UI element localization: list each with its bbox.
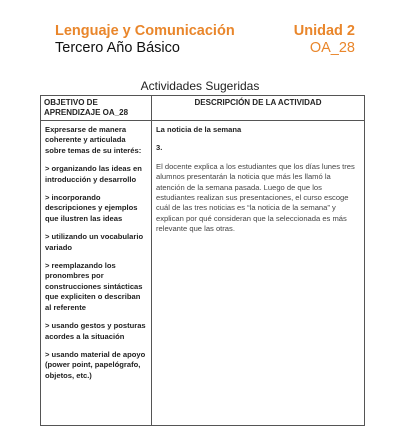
objective-item: Expresarse de manera coherente y articulada sobre temas de su interés:: [45, 125, 142, 155]
objective-item: > utilizando un vocabulario variado: [45, 232, 144, 252]
unit-label: Unidad 2: [293, 23, 355, 39]
objective-item: > incorporando descripciones y ejemplos que ilustren las ideas: [45, 193, 138, 223]
activity-number: 3.: [156, 143, 163, 153]
section-title: Actividades Sugeridas: [140, 79, 260, 93]
document-header-right: [294, 23, 355, 57]
activities-table: [40, 95, 365, 426]
activity-description: El docente explica a los estudiantes que los días lunes tres alumnos presentarán la noticia que más les llamó la atención de la semana pasada. Luego de que los estudiantes realizan sus presentaciones, el curso escoge cuál de las tres noticias es “la noticia de la semana” y explican por qué consideran que la seleccionada es más relevante que las otras.: [156, 161, 355, 234]
activity-cell: [152, 121, 365, 426]
objective-item: > usando material de apoyo (power point, papelógrafo, objetos, etc.): [45, 349, 146, 380]
objective-code: OA_28: [309, 40, 355, 56]
table-header-row: [41, 96, 365, 121]
activity-title: La noticia de la semana: [156, 125, 242, 134]
objective-item: > reemplazando los pronombres por construcciones sintácticas que expliciten o describan al referente: [45, 261, 143, 312]
document-header-left: [55, 23, 235, 57]
description-column-header: DESCRIPCIÓN DE LA ACTIVIDAD: [152, 96, 365, 121]
table-row: [41, 121, 365, 426]
objective-item: > organizando las ideas en introducción y desarrollo: [45, 164, 142, 184]
objective-item: > usando gestos y posturas acordes a la situación: [45, 321, 146, 341]
grade-level: Tercero Año Básico: [55, 40, 180, 56]
subject-title: Lenguaje y Comunicación: [55, 23, 235, 39]
objective-column-header: OBJETIVO DE APRENDIZAJE OA_28: [41, 96, 152, 121]
objectives-cell: [41, 121, 152, 426]
